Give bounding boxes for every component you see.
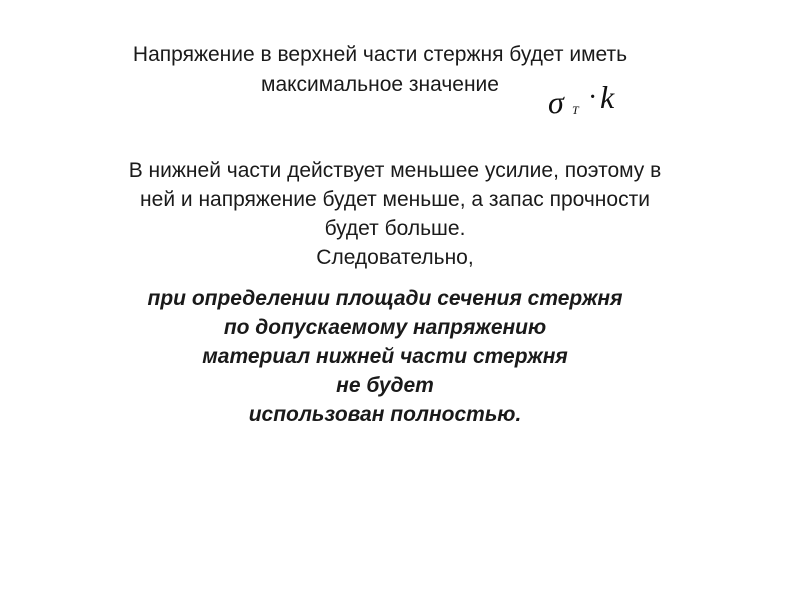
- formula-operator: ·: [588, 82, 598, 113]
- conclusion-line: по допускаемому напряжению: [223, 316, 547, 339]
- formula-subscript: T: [572, 103, 579, 117]
- formula-factor: k: [600, 79, 615, 115]
- formula-sigma: σ: [548, 84, 564, 120]
- conclusion: [0, 284, 770, 429]
- conclusion-line: при определении площади сечения стержня: [147, 287, 623, 310]
- body-line: ней и напряжение будет меньше, а запас прочности: [140, 188, 650, 211]
- body-line: Следовательно,: [316, 246, 474, 269]
- conclusion-line: материал нижней части стержня: [202, 345, 568, 368]
- body-text: [0, 156, 790, 272]
- conclusion-line: не будет: [336, 374, 434, 397]
- heading: [0, 40, 760, 100]
- heading-line-2: максимальное значение: [261, 73, 499, 96]
- formula: [548, 80, 638, 120]
- body-line: будет больше.: [324, 217, 466, 240]
- conclusion-line: использован полностью.: [248, 403, 522, 426]
- body-line: В нижней части действует меньшее усилие, поэтому в: [128, 159, 662, 182]
- heading-line-1: Напряжение в верхней части стержня будет иметь: [132, 43, 628, 66]
